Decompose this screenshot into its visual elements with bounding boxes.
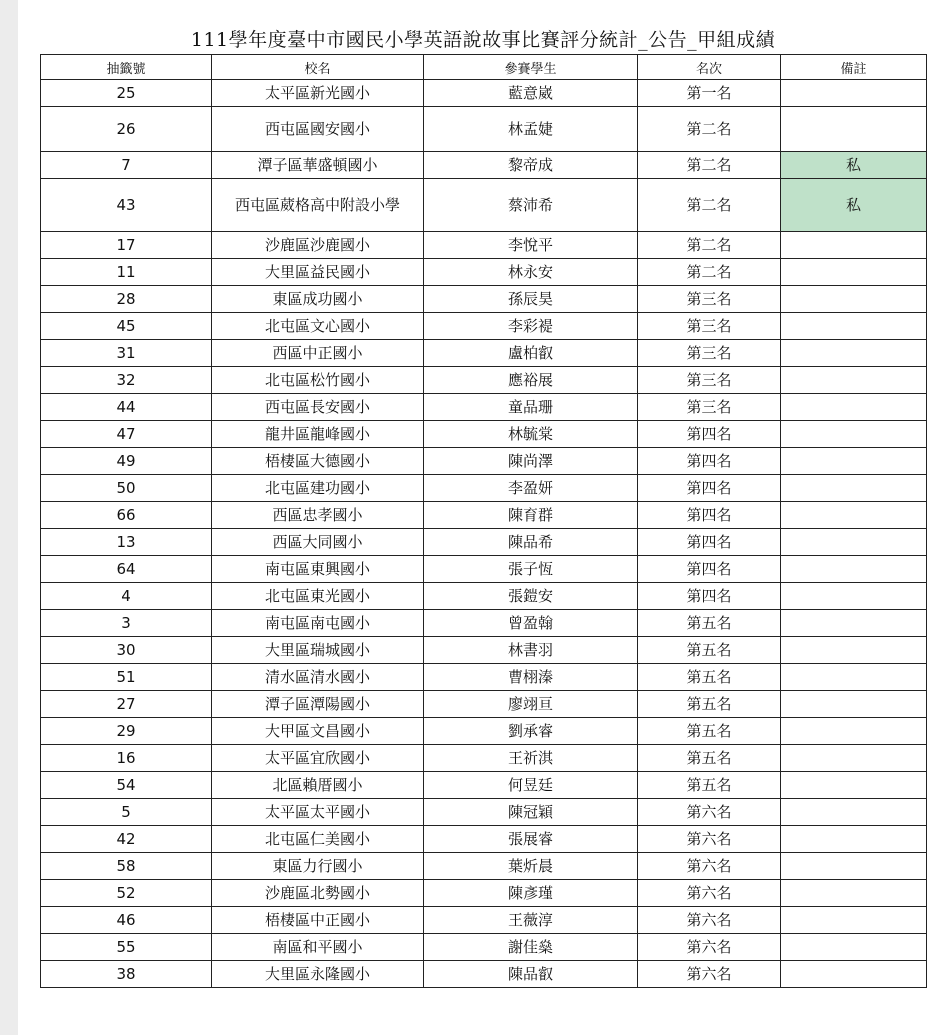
cell-rank: 第三名 — [638, 286, 781, 313]
cell-rank: 第五名 — [638, 664, 781, 691]
cell-student: 王祈淇 — [424, 745, 638, 772]
cell-student: 蔡沛希 — [424, 179, 638, 232]
cell-note — [781, 583, 927, 610]
cell-school: 西區忠孝國小 — [212, 502, 424, 529]
cell-note — [781, 475, 927, 502]
cell-school: 北區賴厝國小 — [212, 772, 424, 799]
cell-note: 私 — [781, 179, 927, 232]
cell-student: 葉炘晨 — [424, 853, 638, 880]
cell-school: 南區和平國小 — [212, 934, 424, 961]
cell-rank: 第一名 — [638, 80, 781, 107]
table-row — [41, 232, 927, 259]
cell-draw-number: 45 — [41, 313, 212, 340]
table-row — [41, 718, 927, 745]
table-body — [41, 80, 927, 988]
cell-note — [781, 610, 927, 637]
cell-rank: 第六名 — [638, 907, 781, 934]
cell-draw-number: 32 — [41, 367, 212, 394]
table-header-row — [41, 55, 927, 80]
table-row — [41, 448, 927, 475]
cell-school: 北屯區建功國小 — [212, 475, 424, 502]
cell-rank: 第四名 — [638, 475, 781, 502]
document-page — [18, 0, 946, 1035]
cell-school: 潭子區潭陽國小 — [212, 691, 424, 718]
cell-note — [781, 421, 927, 448]
cell-student: 林永安 — [424, 259, 638, 286]
cell-student: 童品珊 — [424, 394, 638, 421]
table-row — [41, 340, 927, 367]
cell-note — [781, 556, 927, 583]
cell-note — [781, 907, 927, 934]
cell-draw-number: 55 — [41, 934, 212, 961]
cell-school: 大里區永隆國小 — [212, 961, 424, 988]
cell-rank: 第五名 — [638, 718, 781, 745]
cell-student: 李悅平 — [424, 232, 638, 259]
table-row — [41, 529, 927, 556]
cell-draw-number: 17 — [41, 232, 212, 259]
cell-note — [781, 394, 927, 421]
table-row — [41, 664, 927, 691]
cell-draw-number: 43 — [41, 179, 212, 232]
table-row — [41, 367, 927, 394]
cell-note — [781, 934, 927, 961]
cell-school: 北屯區東光國小 — [212, 583, 424, 610]
cell-rank: 第四名 — [638, 583, 781, 610]
table-row — [41, 179, 927, 232]
table-row — [41, 152, 927, 179]
cell-student: 林毓棠 — [424, 421, 638, 448]
table-row — [41, 610, 927, 637]
cell-school: 沙鹿區北勢國小 — [212, 880, 424, 907]
cell-draw-number: 49 — [41, 448, 212, 475]
cell-draw-number: 66 — [41, 502, 212, 529]
cell-school: 東區力行國小 — [212, 853, 424, 880]
cell-school: 太平區宜欣國小 — [212, 745, 424, 772]
cell-draw-number: 31 — [41, 340, 212, 367]
cell-school: 大里區益民國小 — [212, 259, 424, 286]
cell-school: 南屯區南屯國小 — [212, 610, 424, 637]
cell-student: 陳冠穎 — [424, 799, 638, 826]
cell-rank: 第四名 — [638, 556, 781, 583]
cell-draw-number: 26 — [41, 107, 212, 152]
cell-note — [781, 502, 927, 529]
cell-draw-number: 30 — [41, 637, 212, 664]
cell-note — [781, 286, 927, 313]
cell-school: 太平區新光國小 — [212, 80, 424, 107]
cell-note — [781, 718, 927, 745]
cell-student: 曹栩溱 — [424, 664, 638, 691]
table-row — [41, 907, 927, 934]
cell-draw-number: 27 — [41, 691, 212, 718]
cell-rank: 第五名 — [638, 691, 781, 718]
cell-student: 張鎧安 — [424, 583, 638, 610]
cell-student: 陳品希 — [424, 529, 638, 556]
table-row — [41, 853, 927, 880]
header-rank: 名次 — [638, 55, 781, 80]
cell-school: 梧棲區中正國小 — [212, 907, 424, 934]
cell-student: 藍意崴 — [424, 80, 638, 107]
table-row — [41, 421, 927, 448]
cell-rank: 第二名 — [638, 232, 781, 259]
cell-rank: 第三名 — [638, 367, 781, 394]
cell-note — [781, 961, 927, 988]
cell-rank: 第四名 — [638, 529, 781, 556]
table-row — [41, 799, 927, 826]
cell-school: 東區成功國小 — [212, 286, 424, 313]
cell-draw-number: 44 — [41, 394, 212, 421]
cell-draw-number: 25 — [41, 80, 212, 107]
cell-school: 西屯區長安國小 — [212, 394, 424, 421]
table-row — [41, 583, 927, 610]
table-row — [41, 934, 927, 961]
header-student: 參賽學生 — [424, 55, 638, 80]
cell-rank: 第六名 — [638, 853, 781, 880]
cell-student: 張展睿 — [424, 826, 638, 853]
table-row — [41, 80, 927, 107]
cell-note — [781, 313, 927, 340]
table-row — [41, 475, 927, 502]
cell-student: 孫辰昊 — [424, 286, 638, 313]
cell-rank: 第二名 — [638, 259, 781, 286]
cell-rank: 第五名 — [638, 637, 781, 664]
cell-draw-number: 11 — [41, 259, 212, 286]
cell-draw-number: 52 — [41, 880, 212, 907]
cell-school: 北屯區文心國小 — [212, 313, 424, 340]
cell-school: 北屯區松竹國小 — [212, 367, 424, 394]
table-row — [41, 961, 927, 988]
cell-rank: 第六名 — [638, 934, 781, 961]
cell-rank: 第六名 — [638, 880, 781, 907]
cell-draw-number: 13 — [41, 529, 212, 556]
cell-student: 李彩褆 — [424, 313, 638, 340]
table-row — [41, 691, 927, 718]
cell-school: 西區中正國小 — [212, 340, 424, 367]
table-row — [41, 394, 927, 421]
cell-student: 陳尚澤 — [424, 448, 638, 475]
cell-student: 劉承睿 — [424, 718, 638, 745]
cell-note — [781, 107, 927, 152]
cell-draw-number: 42 — [41, 826, 212, 853]
table-row — [41, 259, 927, 286]
table-row — [41, 313, 927, 340]
cell-rank: 第五名 — [638, 610, 781, 637]
cell-school: 太平區太平國小 — [212, 799, 424, 826]
cell-note: 私 — [781, 152, 927, 179]
table-row — [41, 826, 927, 853]
cell-student: 王薇淳 — [424, 907, 638, 934]
cell-rank: 第四名 — [638, 448, 781, 475]
cell-student: 謝佳燊 — [424, 934, 638, 961]
cell-rank: 第二名 — [638, 107, 781, 152]
document-title: 111學年度臺中市國民小學英語說故事比賽評分統計_公告_甲組成績 — [190, 29, 776, 51]
cell-note — [781, 799, 927, 826]
cell-note — [781, 259, 927, 286]
cell-note — [781, 448, 927, 475]
cell-school: 西屯區葳格高中附設小學 — [212, 179, 424, 232]
cell-note — [781, 367, 927, 394]
cell-rank: 第五名 — [638, 745, 781, 772]
table-row — [41, 880, 927, 907]
cell-note — [781, 340, 927, 367]
cell-note — [781, 637, 927, 664]
cell-student: 林書羽 — [424, 637, 638, 664]
cell-rank: 第三名 — [638, 340, 781, 367]
table-row — [41, 745, 927, 772]
table-row — [41, 502, 927, 529]
cell-note — [781, 745, 927, 772]
cell-draw-number: 28 — [41, 286, 212, 313]
cell-rank: 第三名 — [638, 313, 781, 340]
table-row — [41, 772, 927, 799]
cell-draw-number: 16 — [41, 745, 212, 772]
cell-school: 梧棲區大德國小 — [212, 448, 424, 475]
cell-draw-number: 3 — [41, 610, 212, 637]
cell-draw-number: 54 — [41, 772, 212, 799]
header-school: 校名 — [212, 55, 424, 80]
cell-student: 林孟婕 — [424, 107, 638, 152]
cell-note — [781, 880, 927, 907]
cell-rank: 第六名 — [638, 826, 781, 853]
cell-student: 曾盈翰 — [424, 610, 638, 637]
table-row — [41, 637, 927, 664]
header-note: 備註 — [781, 55, 927, 80]
cell-rank: 第六名 — [638, 961, 781, 988]
cell-school: 大甲區文昌國小 — [212, 718, 424, 745]
cell-note — [781, 772, 927, 799]
cell-school: 大里區瑞城國小 — [212, 637, 424, 664]
cell-student: 廖翊亘 — [424, 691, 638, 718]
cell-note — [781, 826, 927, 853]
cell-note — [781, 691, 927, 718]
cell-school: 龍井區龍峰國小 — [212, 421, 424, 448]
cell-draw-number: 5 — [41, 799, 212, 826]
table-row — [41, 286, 927, 313]
cell-note — [781, 529, 927, 556]
cell-rank: 第二名 — [638, 179, 781, 232]
cell-school: 沙鹿區沙鹿國小 — [212, 232, 424, 259]
cell-student: 李盈妍 — [424, 475, 638, 502]
cell-student: 盧柏叡 — [424, 340, 638, 367]
cell-student: 何昱廷 — [424, 772, 638, 799]
cell-note — [781, 664, 927, 691]
cell-draw-number: 51 — [41, 664, 212, 691]
cell-school: 西區大同國小 — [212, 529, 424, 556]
cell-rank: 第四名 — [638, 421, 781, 448]
table-row — [41, 556, 927, 583]
cell-rank: 第三名 — [638, 394, 781, 421]
cell-school: 南屯區東興國小 — [212, 556, 424, 583]
cell-rank: 第二名 — [638, 152, 781, 179]
cell-draw-number: 58 — [41, 853, 212, 880]
table-row — [41, 107, 927, 152]
header-draw-number: 抽籤號 — [41, 55, 212, 80]
cell-student: 應裕展 — [424, 367, 638, 394]
cell-rank: 第六名 — [638, 799, 781, 826]
cell-school: 西屯區國安國小 — [212, 107, 424, 152]
cell-draw-number: 7 — [41, 152, 212, 179]
cell-student: 張子恆 — [424, 556, 638, 583]
cell-rank: 第四名 — [638, 502, 781, 529]
cell-draw-number: 38 — [41, 961, 212, 988]
cell-draw-number: 64 — [41, 556, 212, 583]
cell-rank: 第五名 — [638, 772, 781, 799]
cell-note — [781, 853, 927, 880]
cell-student: 陳品叡 — [424, 961, 638, 988]
cell-draw-number: 46 — [41, 907, 212, 934]
cell-draw-number: 29 — [41, 718, 212, 745]
cell-student: 陳育群 — [424, 502, 638, 529]
cell-draw-number: 50 — [41, 475, 212, 502]
cell-note — [781, 232, 927, 259]
cell-school: 清水區清水國小 — [212, 664, 424, 691]
results-table — [40, 54, 927, 988]
cell-draw-number: 4 — [41, 583, 212, 610]
cell-note — [781, 80, 927, 107]
cell-school: 北屯區仁美國小 — [212, 826, 424, 853]
cell-draw-number: 47 — [41, 421, 212, 448]
cell-student: 黎帝成 — [424, 152, 638, 179]
cell-student: 陳彥瑾 — [424, 880, 638, 907]
cell-school: 潭子區華盛頓國小 — [212, 152, 424, 179]
